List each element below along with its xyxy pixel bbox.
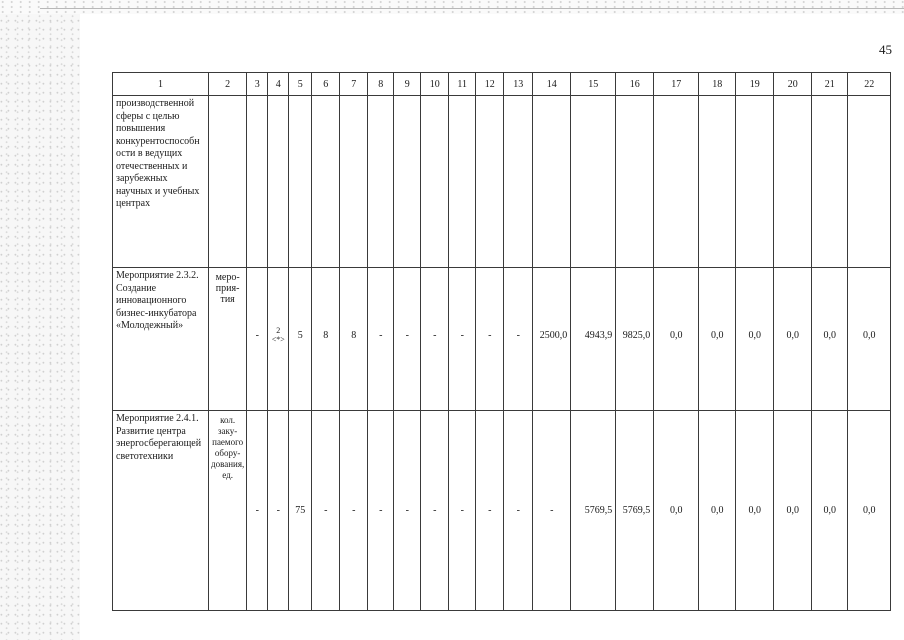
table-cell (247, 411, 268, 611)
column-header: 17 (654, 73, 699, 96)
column-header: 21 (812, 73, 848, 96)
table-cell (736, 411, 774, 611)
column-header: 10 (421, 73, 449, 96)
cell-value: - (405, 330, 409, 341)
table-cell (247, 96, 268, 268)
column-header: 9 (394, 73, 421, 96)
scan-noise-left (0, 0, 80, 640)
table-cell (449, 96, 476, 268)
cell-value: - (276, 505, 280, 516)
scan-noise-top (0, 0, 904, 14)
row-name-cell (113, 411, 209, 611)
row-unit: меро- прия- тия (215, 272, 240, 305)
column-header: 14 (533, 73, 571, 96)
cell-value: - (324, 505, 328, 516)
table-cell (571, 411, 616, 611)
table-cell (616, 411, 654, 611)
column-header: 7 (340, 73, 368, 96)
table-cell (848, 96, 891, 268)
table-cell (289, 268, 312, 411)
cell-value: 9825,0 (622, 330, 651, 341)
table-cell (421, 96, 449, 268)
table-cell (533, 96, 571, 268)
cell-value: <*> (271, 335, 285, 344)
column-header: 18 (699, 73, 736, 96)
table-cell (368, 411, 394, 611)
table-cell (312, 96, 340, 268)
unit-cell (209, 268, 247, 411)
column-header: 20 (774, 73, 812, 96)
table-cell (774, 268, 812, 411)
cell-value: - (433, 330, 437, 341)
cell-value: 0,0 (748, 330, 761, 341)
row-unit: кол. заку- паемого обору- дования, ед. (211, 415, 245, 480)
cell-value: 5769,5 (622, 505, 651, 516)
table-cell (312, 268, 340, 411)
table-cell (812, 96, 848, 268)
table-cell (699, 411, 736, 611)
table-cell (504, 96, 533, 268)
table-cell (476, 411, 504, 611)
table-cell (340, 268, 368, 411)
cell-value: 75 (295, 505, 306, 516)
table-cell (449, 411, 476, 611)
table-cell (774, 411, 812, 611)
table-cell (616, 268, 654, 411)
column-header: 19 (736, 73, 774, 96)
cell-value: - (405, 505, 409, 516)
cell-value: - (379, 330, 383, 341)
table-cell (533, 268, 571, 411)
unit-cell (209, 96, 247, 268)
cell-value: 0,0 (669, 330, 683, 341)
cell-value: 0,0 (669, 505, 683, 516)
table-cell (848, 411, 891, 611)
scan-edge-line (40, 8, 904, 9)
table-cell (340, 411, 368, 611)
data-table (112, 72, 891, 611)
cell-value: - (516, 330, 520, 341)
table-cell (394, 411, 421, 611)
column-header: 2 (209, 73, 247, 96)
column-header: 22 (848, 73, 891, 96)
cell-value: - (255, 330, 259, 341)
cell-value: 0,0 (786, 505, 799, 516)
table-cell (268, 411, 289, 611)
table-cell (616, 96, 654, 268)
cell-value: 2500,0 (539, 330, 568, 341)
column-header: 8 (368, 73, 394, 96)
cell-value: 4943,9 (584, 330, 613, 341)
cell-value: 0,0 (823, 505, 836, 516)
cell-value: - (550, 505, 554, 516)
row-name: Мероприятие 2.4.1. Развитие центра энергосберегающей светотехники (116, 413, 202, 462)
column-header: 4 (268, 73, 289, 96)
table-cell (368, 96, 394, 268)
column-header: 3 (247, 73, 268, 96)
row-name: производственной сферы с целью повышения конкурентоспособн ости в ведущих отечественных и зарубежных научных и учебных центрах (116, 98, 200, 209)
table-cell (449, 268, 476, 411)
table-row (113, 411, 891, 611)
cell-value: 8 (351, 330, 357, 341)
cell-value: 0,0 (786, 330, 799, 341)
cell-value: - (460, 330, 464, 341)
page-number: 45 (879, 42, 892, 57)
row-name: Мероприятие 2.3.2. Создание инновационного бизнес-инкубатора «Молодежный» (116, 270, 199, 331)
cell-value: 0,0 (862, 505, 876, 516)
column-header: 16 (616, 73, 654, 96)
cell-value: - (352, 505, 356, 516)
table-cell (368, 268, 394, 411)
column-header: 6 (312, 73, 340, 96)
cell-value: 0,0 (823, 330, 836, 341)
column-header: 11 (449, 73, 476, 96)
table-cell (394, 96, 421, 268)
table-cell (476, 96, 504, 268)
table-cell (289, 411, 312, 611)
row-name-cell (113, 96, 209, 268)
column-header: 13 (504, 73, 533, 96)
cell-value: 5 (297, 330, 303, 341)
cell-value: - (379, 505, 383, 516)
unit-cell (209, 411, 247, 611)
cell-value: - (488, 505, 492, 516)
cell-value: - (433, 505, 437, 516)
cell-value: 8 (323, 330, 329, 341)
cell-value: 0,0 (862, 330, 876, 341)
table-cell (421, 411, 449, 611)
table-cell (504, 268, 533, 411)
column-header: 12 (476, 73, 504, 96)
table-cell (394, 268, 421, 411)
table-cell (699, 96, 736, 268)
table-cell (340, 96, 368, 268)
table-cell (699, 268, 736, 411)
table-row (113, 268, 891, 411)
table-cell (654, 96, 699, 268)
table-cell (812, 411, 848, 611)
table-row (113, 96, 891, 268)
table-cell (654, 268, 699, 411)
row-name-cell (113, 268, 209, 411)
table-cell (504, 411, 533, 611)
cell-value: 0,0 (710, 505, 724, 516)
column-header: 5 (289, 73, 312, 96)
table-cell (476, 268, 504, 411)
table-cell (736, 268, 774, 411)
column-header: 15 (571, 73, 616, 96)
table-cell (571, 268, 616, 411)
table-cell (421, 268, 449, 411)
cell-value: 0,0 (748, 505, 761, 516)
cell-value: - (255, 505, 259, 516)
table-cell (268, 268, 289, 411)
cell-value: - (488, 330, 492, 341)
table-cell (571, 96, 616, 268)
table-cell (812, 268, 848, 411)
table-cell (736, 96, 774, 268)
table-cell (268, 96, 289, 268)
table-cell (848, 268, 891, 411)
column-header: 1 (113, 73, 209, 96)
table-cell (774, 96, 812, 268)
cell-value: 5769,5 (584, 505, 613, 516)
table-cell (312, 411, 340, 611)
table-cell (533, 411, 571, 611)
table-cell (247, 268, 268, 411)
cell-value: - (516, 505, 520, 516)
header-row (113, 73, 891, 96)
table-cell (654, 411, 699, 611)
cell-value: 2 (276, 326, 281, 335)
cell-value: 0,0 (710, 330, 724, 341)
table-cell (289, 96, 312, 268)
cell-value: - (460, 505, 464, 516)
